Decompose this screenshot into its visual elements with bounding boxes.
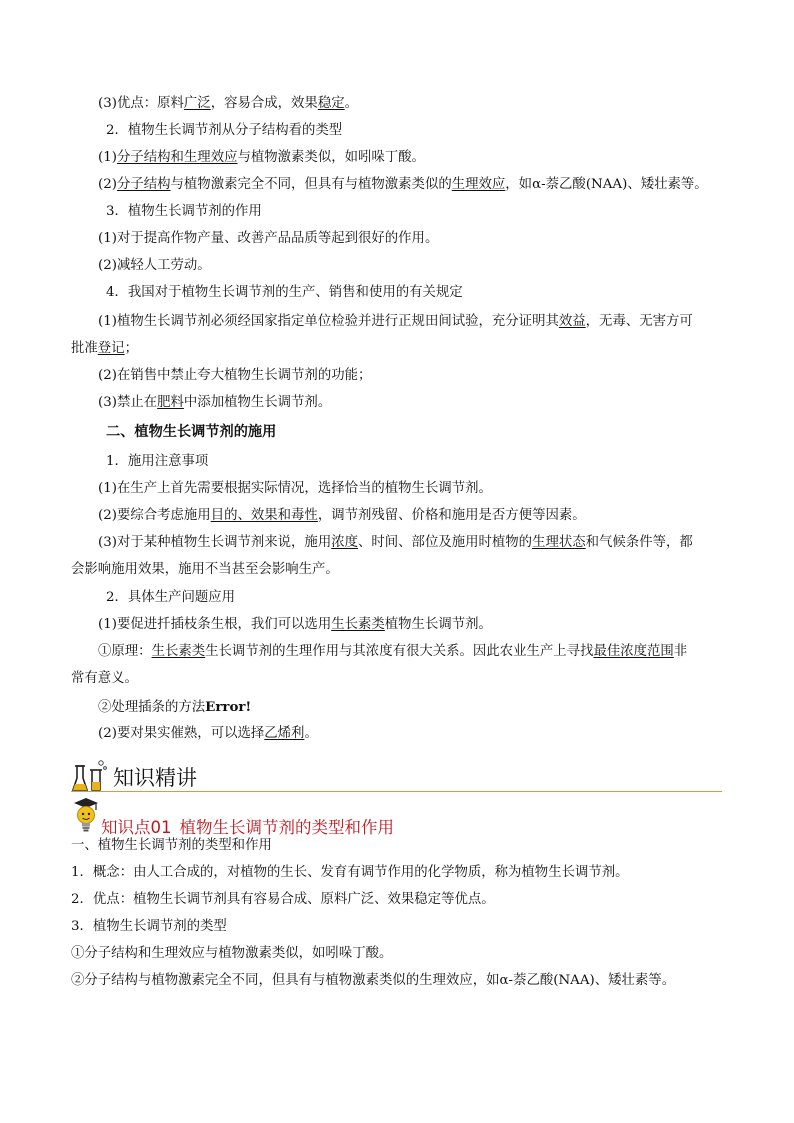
section-title: 知识精讲 [113, 766, 197, 790]
knowledge-point-header [71, 796, 731, 836]
advantages-line: (3)优点：原料广泛，容易合成，效果稳定。 [98, 96, 358, 111]
type-b-line: ②分子结构与植物激素完全不同，但具有与植物激素类似的生理效应，如α-萘乙酸(NAA)、矮壮素等。 [71, 973, 676, 988]
concept-line: 1．概念：由人工合成的，对植物的生长、发育有调节作用的化学物质，称为植物生长调节剂。 [71, 865, 629, 880]
ripening-line: (2)要对果实催熟，可以选择乙烯利。 [98, 726, 318, 741]
function-2-line: (2)减轻人工劳动。 [98, 258, 211, 273]
section-banner [71, 758, 731, 794]
heading-applications: 2．具体生产问题应用 [106, 590, 236, 605]
principle-wrap: 常有意义。 [71, 671, 138, 686]
precaution-3-wrap: 会影响施用效果，施用不当甚至会影响生产。 [71, 562, 339, 577]
precaution-3-line: (3)对于某种植物生长调节剂来说，施用浓度、时间、部位及施用时植物的生理状态和气候条件等，都 [98, 535, 693, 550]
knowledge-point-title [101, 814, 402, 838]
heading-types: 2．植物生长调节剂从分子结构看的类型 [106, 123, 343, 138]
section-2-heading: 二、植物生长调节剂的施用 [106, 424, 277, 440]
heading-precautions: 1．施用注意事项 [106, 454, 209, 469]
function-1-line: (1)对于提高作物产量、改善产品品质等起到很好的作用。 [98, 231, 439, 246]
regulation-3-line: (3)禁止在肥料中添加植物生长调节剂。 [98, 395, 332, 410]
regulation-1-line: (1)植物生长调节剂必须经国家指定单位检验并进行正规田间试验，充分证明其效益，无毒、无害方可 [98, 314, 693, 329]
advantage-line: 2．优点：植物生长调节剂具有容易合成、原料广泛、效果稳定等优点。 [71, 892, 495, 907]
heading-regulations: 4．我国对于植物生长调节剂的生产、销售和使用的有关规定 [106, 285, 463, 300]
application-1-line: (1)要促进扦插枝条生根，我们可以选用生长素类植物生长调节剂。 [98, 617, 492, 632]
precaution-1-line: (1)在生产上首先需要根据实际情况，选择恰当的植物生长调节剂。 [98, 481, 492, 496]
knowledge-point-name: 植物生长调节剂的类型和作用 [179, 818, 394, 837]
regulation-2-line: (2)在销售中禁止夸大植物生长调节剂的功能； [98, 368, 372, 383]
section-divider [71, 791, 722, 792]
type-a-line: ①分子结构和生理效应与植物激素类似，如吲哚丁酸。 [71, 946, 393, 961]
precaution-2-line: (2)要综合考虑施用目的、效果和毒性，调节剂残留、价格和施用是否方便等因素。 [98, 508, 586, 523]
knowledge-point-number: 知识点01 [101, 818, 172, 837]
principle-line: ①原理：生长素类生长调节剂的生理作用与其浓度有很大关系。因此农业生产上寻找最佳浓度范围非 [98, 644, 688, 659]
flask-icon [71, 758, 109, 794]
lightbulb-scholar-icon [71, 796, 101, 834]
types-heading: 3．植物生长调节剂的类型 [71, 919, 227, 934]
heading-functions: 3．植物生长调节剂的作用 [106, 204, 262, 219]
kp-subheading: 一、植物生长调节剂的类型和作用 [71, 838, 272, 853]
regulation-1-wrap: 批准登记； [71, 341, 138, 356]
type-1-line: (1)分子结构和生理效应与植物激素类似，如吲哚丁酸。 [98, 150, 425, 165]
type-2-line: (2)分子结构与植物激素完全不同，但具有与植物激素类似的生理效应，如α-萘乙酸(NAA)、矮壮素等。 [98, 177, 708, 192]
method-line: ②处理插条的方法Error! [98, 699, 252, 715]
